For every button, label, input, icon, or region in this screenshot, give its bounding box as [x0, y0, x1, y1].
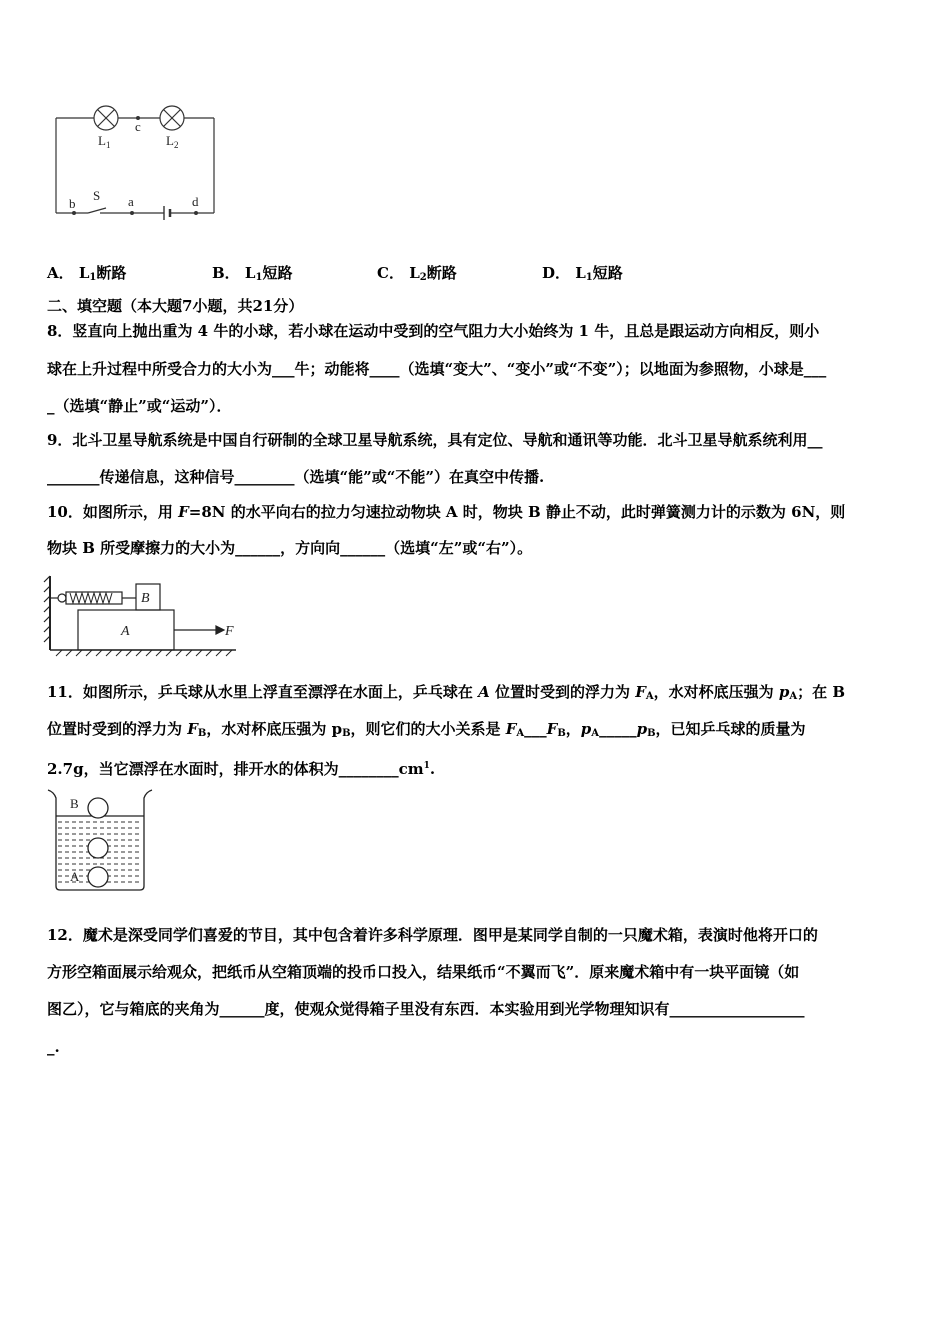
- label-position-A: A: [70, 869, 80, 884]
- label-a: a: [128, 194, 134, 209]
- option-b: B． $L_1$短路: [212, 264, 293, 283]
- q10-line2: 物块 B 所受摩擦力的大小为______，方向向______（选填“左”或“右”）。: [47, 539, 533, 557]
- q8-line3: _（选填“静止”或“运动”）．: [47, 397, 232, 415]
- section-title: 二、填空题（本大题7小题，共21分）: [47, 297, 304, 315]
- q11-line2: 位置时受到的浮力为 $F_B$，水对杯底压强为 $p_B$，则它们的大小关系是 $F_A\_\_\_F_B$，$p_A\_\_\_\_\_p_B$，已知乒乓球的质量为: [47, 720, 806, 739]
- q12-line3: 图乙），它与箱底的夹角为______度，使观众觉得箱子里没有东西．本实验用到光学物理知识有__________________: [47, 1000, 805, 1018]
- option-a: A． $L_1$断路: [47, 264, 127, 283]
- label-block-B: B: [141, 591, 150, 606]
- label-d: d: [192, 194, 199, 209]
- q12-line4: _.: [47, 1038, 60, 1056]
- q10-line1: 10．如图所示，用 F=8N 的水平向右的拉力匀速拉动物块 A 时，物块 B 静止不动，此时弹簧测力计的示数为 6N，则: [47, 503, 846, 521]
- label-block-A: A: [121, 624, 130, 639]
- option-d: D． $L_1$短路: [542, 264, 623, 283]
- label-L2: $L_2$: [166, 133, 179, 150]
- label-force-F: F: [225, 624, 234, 639]
- beaker-figure: [44, 786, 159, 894]
- label-S: S: [93, 188, 101, 203]
- label-c: c: [135, 119, 141, 134]
- q8-line2: 球在上升过程中所受合力的大小为___牛；动能将____（选填“变大”、“变小”或“不变”）；以地面为参照物，小球是___: [47, 360, 827, 378]
- q11-line3: 2.7g，当它漂浮在水面时，排开水的体积为$\_\_\_\_\_\_\_\_cm^1$.: [47, 760, 436, 778]
- q12-line2: 方形空箱面展示给观众，把纸币从空箱顶端的投币口投入，结果纸币“不翼而飞”．原来魔术箱中有一块平面镜（如: [47, 963, 800, 981]
- q9-line1: 9．北斗卫星导航系统是中国自行研制的全球卫星导航系统，具有定位、导航和通讯等功能．北斗卫星导航系统利用__: [47, 431, 823, 449]
- q12-line1: 12．魔术是深受同学们喜爱的节目，其中包含着许多科学原理．图甲是某同学自制的一只魔术箱，表演时他将开口的: [47, 926, 818, 944]
- label-b: b: [69, 196, 76, 211]
- q9-line2: _______传递信息，这种信号________（选填“能”或“不能”）在真空中传播.: [47, 468, 545, 486]
- option-c: C． $L_2$断路: [377, 264, 457, 283]
- circuit-diagram: [40, 95, 230, 225]
- q8-line1: 8．竖直向上抛出重为 4 牛的小球，若小球在运动中受到的空气阻力大小始终为 1 牛，且总是跟运动方向相反，则小: [47, 322, 820, 340]
- friction-figure: [42, 572, 242, 662]
- q11-line1: 11．如图所示，乒乓球从水里上浮直至漂浮在水面上，乒乓球在 A 位置时受到的浮力为 $F_A$，水对杯底压强为 $p_A$；在 B: [47, 683, 846, 702]
- label-position-B: B: [70, 796, 79, 811]
- label-L1: $L_1$: [98, 133, 111, 150]
